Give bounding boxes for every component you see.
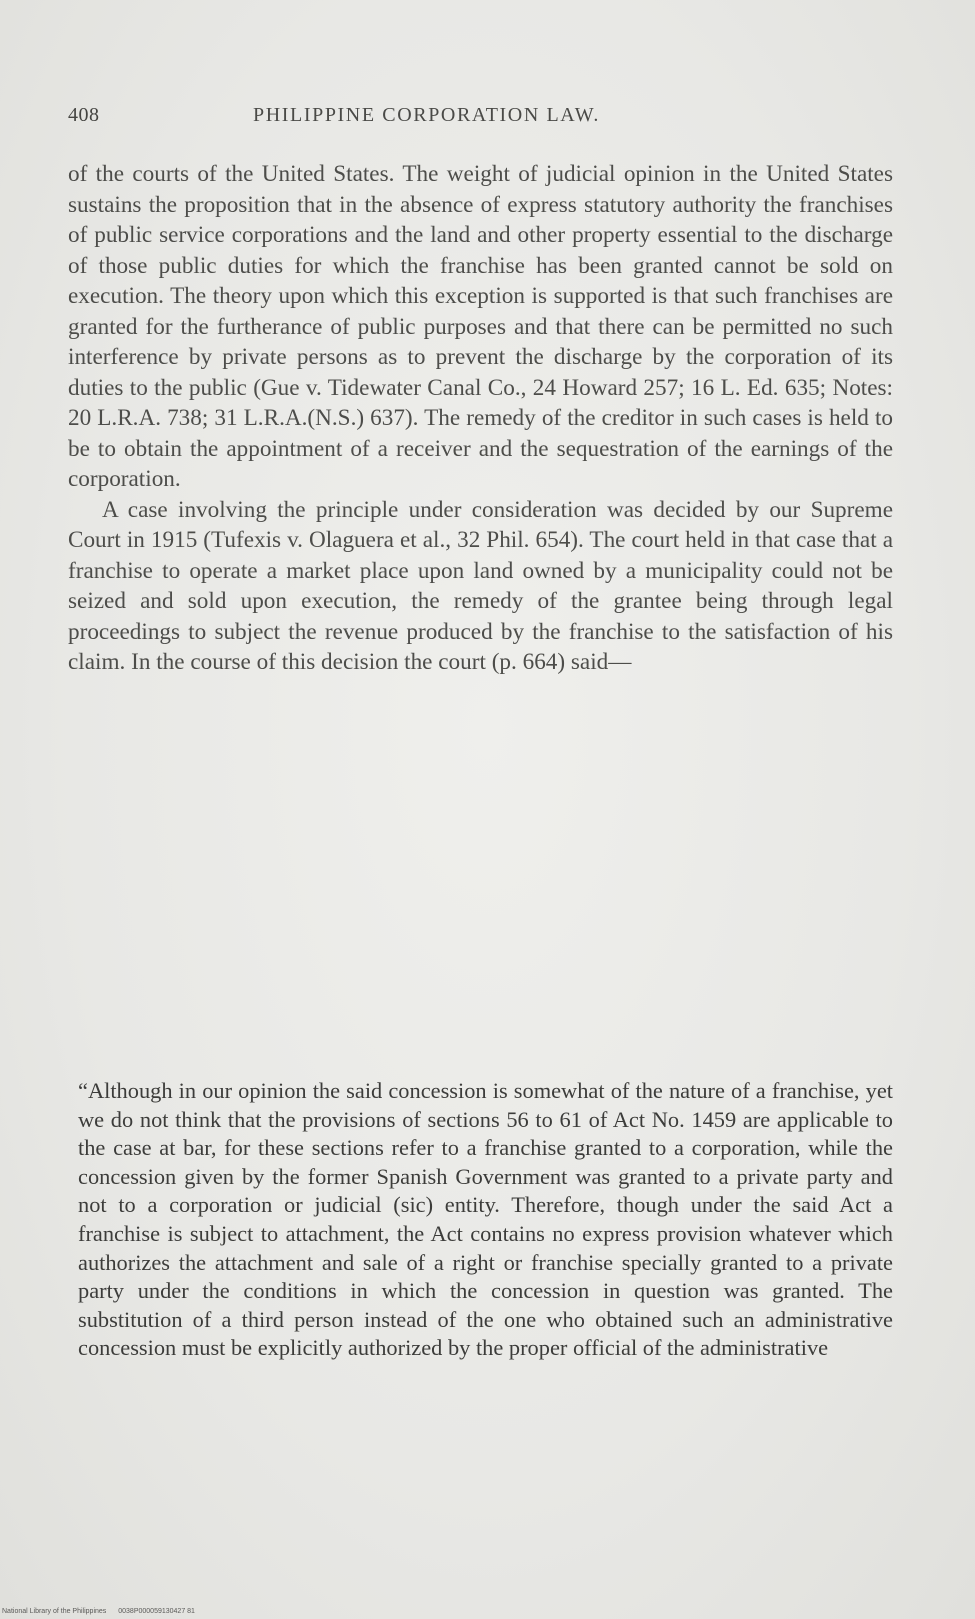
page-number: 408 — [68, 104, 100, 126]
scan-id: 0038P000059130427 81 — [118, 1608, 195, 1615]
running-title: PHILIPPINE CORPORATION LAW. — [253, 104, 600, 126]
main-text — [68, 159, 893, 678]
scan-credit-line — [2, 1608, 205, 1615]
library-credit: National Library of the Philippines — [2, 1608, 107, 1615]
quoted-decision-text: “Although in our opinion the said concession is somewhat of the nature of a franchise, yet we do not think that the provisions of sections 56 to 61 of Act No. 1459 are applicable to the case at bar, for these sections refer to a franchise granted to a corporation, while the concession given by the former Spanish Government was granted to a private party and not to a corporation or judicial (sic) entity. Therefore, though under the said Act a franchise is subject to attachment, the Act contains no express provision whatever which authorizes the attachment and sale of a right or franchise specially granted to a private party under the conditions in which the concession in question was granted. The substitution of a third person instead of the one who obtained such an administrative concession must be explicitly authorized by the proper official of the administrative — [78, 1078, 893, 1361]
block-quote — [78, 1077, 893, 1363]
paragraph-continued: of the courts of the United States. The weight of judicial opinion in the United States sustains the proposition that in the absence of express statutory authority the franchises of public service corporations and the land and other property essential to the discharge of those public duties for which the franchise has been granted cannot be sold on execution. The theory upon which this exception is supported is that such franchises are granted for the furtherance of public purposes and that there can be permitted no such interference by private persons as to prevent the discharge by the corporation of its duties to the public (Gue v. Tidewater Canal Co., 24 Howard 257; 16 L. Ed. 635; Notes: 20 L.R.A. 738; 31 L.R.A.(N.S.) 637). The remedy of the creditor in such cases is held to be to obtain the appointment of a receiver and the sequestration of the earnings of the corporation. — [68, 161, 893, 492]
page-header — [68, 104, 688, 136]
paragraph-case: A case involving the principle under consideration was decided by our Supreme Court in 1915 (Tufexis v. Olaguera et al., 32 Phil. 654). The court held in that case that a franchise to operate a market place upon land owned by a municipality could not be seized and sold upon execution, the remedy of the grantee being through legal proceedings to subject the revenue produced by the franchise to the satisfaction of his claim. In the course of this decision the court (p. 664) said— — [68, 496, 893, 675]
